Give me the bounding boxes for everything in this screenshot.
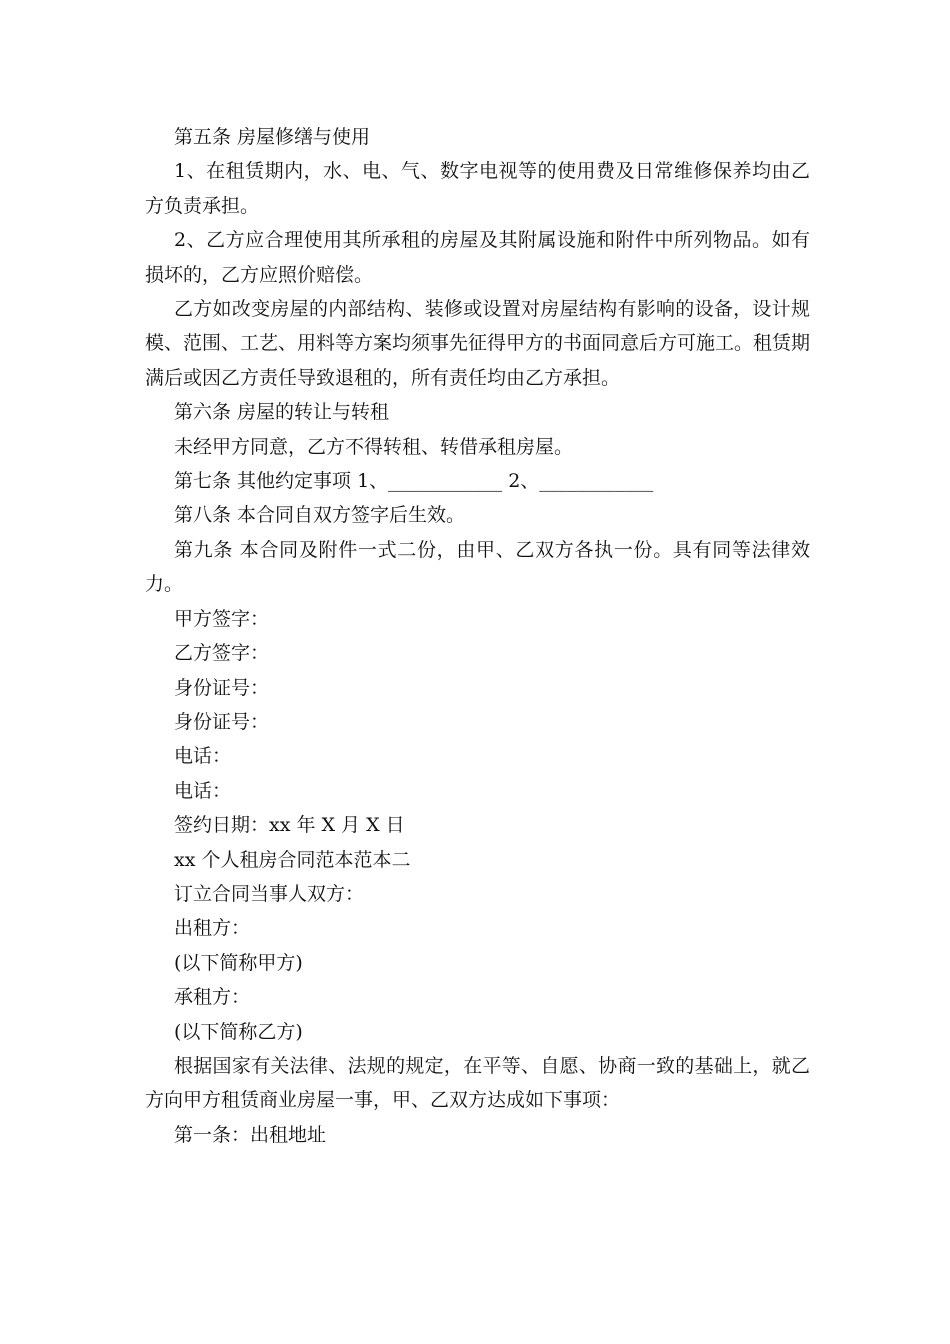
article-1-heading: 第一条：出租地址 xyxy=(174,1123,327,1146)
phone-b: 电话： xyxy=(174,779,232,802)
article-5-heading: 第五条 房屋修缮与使用 xyxy=(174,126,371,148)
lessor-label: 出租方： xyxy=(174,917,251,940)
article-8-text: 第八条 本合同自双方签字后生效。 xyxy=(174,504,466,527)
article-5-clause-3: 乙方如改变房屋的内部结构、装修或设置对房屋结构有影响的设备，设计规模、范围、工艺、用料等方案均须事先征得甲方的书面同意后方可施工。租赁期满后或因乙方责任导致退租的，所有责任均由乙方承担。 xyxy=(145,298,811,389)
lessee-label: 承租方： xyxy=(174,986,251,1009)
party-a-signature: 甲方签字： xyxy=(174,607,270,630)
id-number-a: 身份证号： xyxy=(174,676,270,699)
signing-date: 签约日期：xx 年 X 月 X 日 xyxy=(174,814,405,837)
article-5-clause-2: 2、乙方应合理使用其所承租的房屋及其附属设施和附件中所列物品。如有损坏的，乙方应照价赔偿。 xyxy=(145,229,810,286)
article-6-heading: 第六条 房屋的转让与转租 xyxy=(174,401,390,424)
article-7-text: 第七条 其他约定事项 1、____________ 2、____________ xyxy=(174,470,654,493)
contract-preamble: 根据国家有关法律、法规的规定，在平等、自愿、协商一致的基础上，就乙方向甲方租赁商业房屋一事，甲、乙双方达成如下事项： xyxy=(145,1054,810,1112)
id-number-b: 身份证号： xyxy=(174,710,270,733)
phone-a: 电话： xyxy=(174,745,232,768)
article-9-text: 第九条 本合同及附件一式二份，由甲、乙双方各执一份。具有同等法律效力。 xyxy=(145,538,810,596)
article-5-clause-1: 1、在租赁期内，水、电、气、数字电视等的使用费及日常维修保养均由乙方负责承担。 xyxy=(145,160,810,217)
contract-parties-heading: 订立合同当事人双方： xyxy=(174,882,365,905)
document-body xyxy=(145,120,810,1152)
contract-2-title: xx 个人租房合同范本范本二 xyxy=(174,848,411,871)
article-6-text: 未经甲方同意，乙方不得转租、转借承租房屋。 xyxy=(174,435,574,458)
party-b-signature: 乙方签字： xyxy=(174,642,270,665)
lessor-alias: (以下简称甲方) xyxy=(174,951,303,974)
lessee-alias: (以下简称乙方) xyxy=(174,1020,303,1043)
